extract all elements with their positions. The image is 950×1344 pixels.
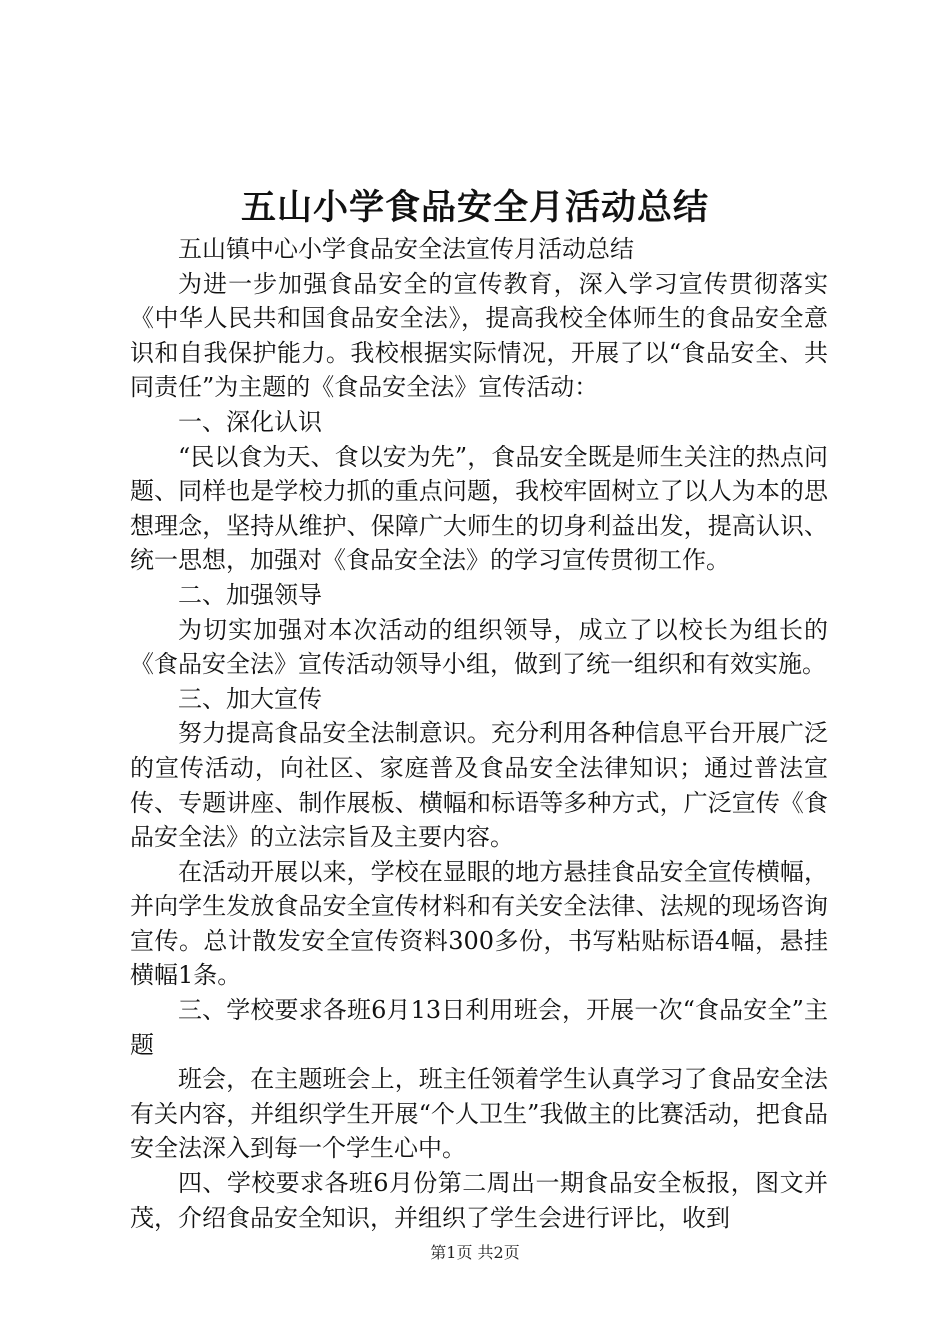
- body-paragraph: 努力提高食品安全法制意识。充分利用各种信息平台开展广泛的宣传活动，向社区、家庭普及食品安全法律知识；通过普法宣传、专题讲座、制作展板、横幅和标语等多种方式，广泛宣传《食品安全法》的立法宗旨及主要内容。: [130, 719, 828, 852]
- section-heading: 三、加大宣传: [178, 684, 322, 713]
- document-body: [130, 232, 828, 1235]
- section-heading: 三、学校要求各班6月13日利用班会，开展一次“食品安全”主题: [130, 996, 828, 1059]
- body-paragraph: 四、学校要求各班6月份第二周出一期食品安全板报，图文并茂，介绍食品安全知识，并组织了学生会进行评比，收到: [130, 1169, 828, 1232]
- intro-paragraph: 为进一步加强食品安全的宣传教育，深入学习宣传贯彻落实《中华人民共和国食品安全法》，提高我校全体师生的食品安全意识和自我保护能力。我校根据实际情况，开展了以“食品安全、共同责任”为主题的《食品安全法》宣传活动：: [130, 269, 828, 402]
- page-number-footer: 第1页 共2页: [430, 1243, 520, 1262]
- section-heading: 二、加强领导: [178, 580, 322, 609]
- body-paragraph: 在活动开展以来，学校在显眼的地方悬挂食品安全宣传横幅，并向学生发放食品安全宣传材料和有关安全法律、法规的现场咨询宣传。总计散发安全宣传资料300多份，书写粘贴标语4幅，悬挂横幅1条。: [130, 857, 828, 990]
- body-paragraph: 为切实加强对本次活动的组织领导，成立了以校长为组长的《食品安全法》宣传活动领导小组，做到了统一组织和有效实施。: [130, 615, 828, 679]
- subtitle-paragraph: 五山镇中心小学食品安全法宣传月活动总结: [178, 235, 634, 263]
- body-paragraph: “民以食为天、食以安为先”，食品安全既是师生关注的热点问题、同样也是学校力抓的重点问题，我校牢固树立了以人为本的思想理念，坚持从维护、保障广大师生的切身利益出发，提高认识、统一思想，加强对《食品安全法》的学习宣传贯彻工作。: [130, 442, 828, 575]
- section-heading: 一、深化认识: [178, 407, 322, 436]
- document-title: 五山小学食品安全月活动总结: [240, 187, 709, 228]
- body-paragraph: 班会，在主题班会上，班主任领着学生认真学习了食品安全法有关内容，并组织学生开展“个人卫生”我做主的比赛活动，把食品安全法深入到每一个学生心中。: [130, 1065, 828, 1163]
